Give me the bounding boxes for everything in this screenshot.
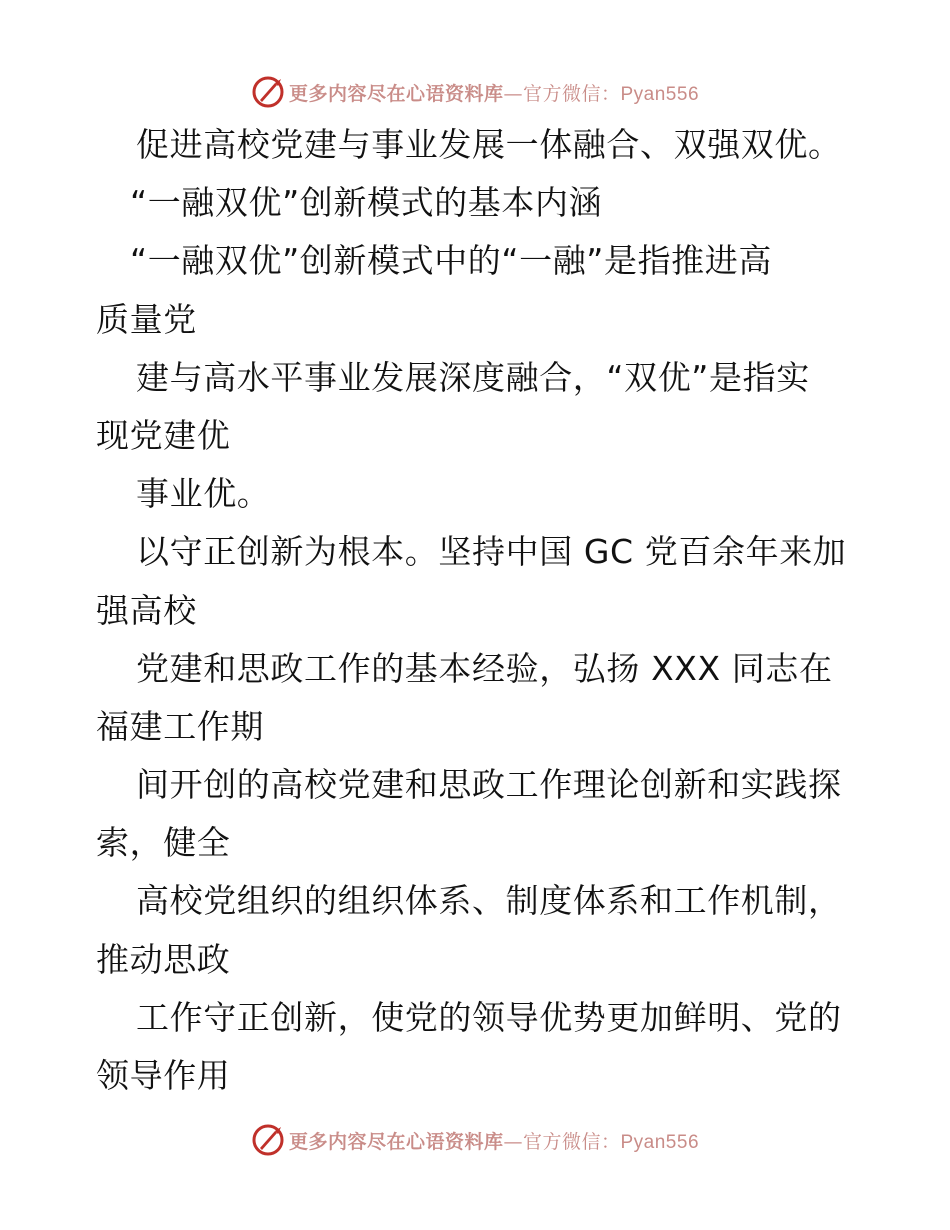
body-line: 索，健全 [96, 823, 231, 863]
watermark-banner-bottom [0, 1120, 950, 1160]
watermark-separator: — [503, 1130, 523, 1153]
quill-logo-icon [251, 75, 285, 109]
watermark-account: Pyan556 [620, 1131, 700, 1153]
body-line: 以守正创新为根本。坚持中国 GC 党百余年来加 [136, 532, 847, 572]
body-line: 间开创的高校党建和思政工作理论创新和实践探 [136, 765, 842, 805]
watermark-wechat-label: 官方微信： [522, 1130, 621, 1153]
body-line: 领导作用 [96, 1056, 231, 1095]
body-line: 质量党 [96, 299, 197, 339]
watermark-text [289, 79, 699, 106]
watermark-brand: 更多内容尽在心语资料库 [288, 82, 504, 105]
watermark-brand: 更多内容尽在心语资料库 [288, 1130, 504, 1153]
body-line: 党建和思政工作的基本经验，弘扬 XXX 同志在 [136, 648, 833, 688]
body-line: “一融双优”创新模式中的“一融”是指推进高 [130, 241, 772, 281]
body-line: 工作守正创新，使党的领导优势更加鲜明、党的 [136, 997, 842, 1037]
body-line: 建与高水平事业发展深度融合，“双优”是指实 [136, 357, 810, 397]
body-line: 强高校 [96, 590, 197, 630]
body-line: 福建工作期 [96, 706, 264, 746]
watermark-separator: — [503, 82, 523, 105]
body-line: 推动思政 [96, 939, 231, 979]
watermark-text [289, 1127, 699, 1154]
body-line: 现党建优 [96, 415, 231, 455]
watermark-account: Pyan556 [620, 83, 700, 105]
body-line: 事业优。 [136, 474, 271, 514]
quill-logo-icon [251, 1123, 285, 1157]
body-line: 促进高校党建与事业发展一体融合、双强双优。 [136, 125, 842, 164]
watermark-wechat-label: 官方微信： [522, 82, 621, 105]
document-body [96, 116, 896, 1105]
watermark-banner-top [0, 72, 950, 112]
section-heading: “一融双优”创新模式的基本内涵 [130, 183, 603, 223]
body-line: 高校党组织的组织体系、制度体系和工作机制， [136, 881, 842, 921]
